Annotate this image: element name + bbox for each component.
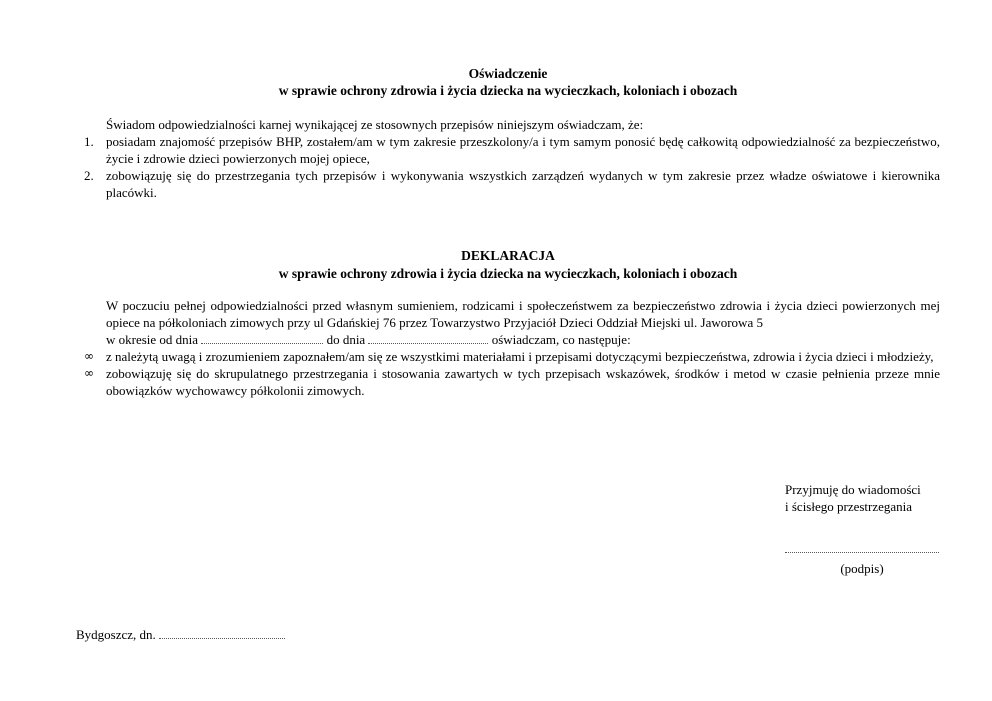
item-number: 2. (84, 168, 94, 183)
infinity-bullet-icon: ∞ (84, 366, 94, 380)
oswiadczenie-intro: Świadom odpowiedzialności karnej wynikającej ze stosownych przepisów niniejszym oświadczam, że: (106, 117, 644, 132)
deklaracja-subtitle: w sprawie ochrony zdrowia i życia dziecka na wycieczkach, koloniach i obozach (278, 266, 738, 281)
signature-line-1: Przyjmuję do wiadomości (785, 482, 921, 497)
signature-block (785, 481, 945, 515)
deklaracja-item-2 (84, 365, 940, 399)
signature-caption: (podpis) (840, 561, 884, 576)
oswiadczenie-body (84, 116, 940, 201)
period-end-label: oświadczam, co następuje: (491, 332, 631, 347)
period-to-label: do dnia (326, 332, 366, 347)
place-date (76, 626, 285, 643)
deklaracja-item-1 (84, 348, 940, 365)
period-from-label: w okresie od dnia (106, 332, 199, 347)
date-field[interactable] (159, 628, 285, 639)
date-to-field[interactable] (368, 333, 488, 344)
item-text: zobowiązuję się do skrupulatnego przestrzegania i stosowania zawartych w tych przepisach wskazówek, środków i metod w czasie pełnienia przeze mnie obowiązków wychowawcy półkolonii zimowych. (106, 366, 940, 398)
oswiadczenie-item-1 (84, 133, 940, 167)
oswiadczenie-subtitle: w sprawie ochrony zdrowia i życia dziecka na wycieczkach, koloniach i obozach (278, 83, 738, 98)
oswiadczenie-item-2 (84, 167, 940, 201)
deklaracja-title: DEKLARACJA (461, 248, 555, 263)
deklaracja-body (84, 297, 940, 399)
item-text: zobowiązuję się do przestrzegania tych przepisów i wykonywania wszystkich zarządzeń wydanych w tym zakresie przez władze oświatowe i kierownika placówki. (106, 168, 940, 200)
signature-line-2: i ścisłego przestrzegania (785, 499, 913, 514)
deklaracja-intro (84, 297, 940, 348)
item-number: 1. (84, 134, 94, 149)
signature-field[interactable] (785, 552, 939, 553)
item-text: z należytą uwagą i zrozumieniem zapoznałem/am się ze wszystkimi materiałami i przepisami dotyczącymi bezpieczeństwa, zdrowia i życia dzieci i młodzieży, (106, 349, 934, 364)
oswiadczenie-title: Oświadczenie (468, 66, 548, 81)
deklaracja-intro-text: W poczuciu pełnej odpowiedzialności przed własnym sumieniem, rodzicami i społeczeństwem za bezpieczeństwo zdrowia i życia dzieci powierzonych mej opiece na półkoloniach zimowych przy ul Gdańskiej 76 przez Towarzystwo Przyjaciół Dzieci Oddział Miejski ul. Jaworowa 5 (106, 298, 940, 330)
place-date-label: Bydgoszcz, dn. (76, 627, 156, 642)
infinity-bullet-icon: ∞ (84, 349, 94, 363)
item-text: posiadam znajomość przepisów BHP, zostałem/am w tym zakresie przeszkolony/a i tym samym ponosić będę całkowitą odpowiedzialność za bezpieczeństwo, życie i zdrowie dzieci powierzonych mojej opiece, (106, 134, 940, 166)
date-from-field[interactable] (201, 333, 323, 344)
